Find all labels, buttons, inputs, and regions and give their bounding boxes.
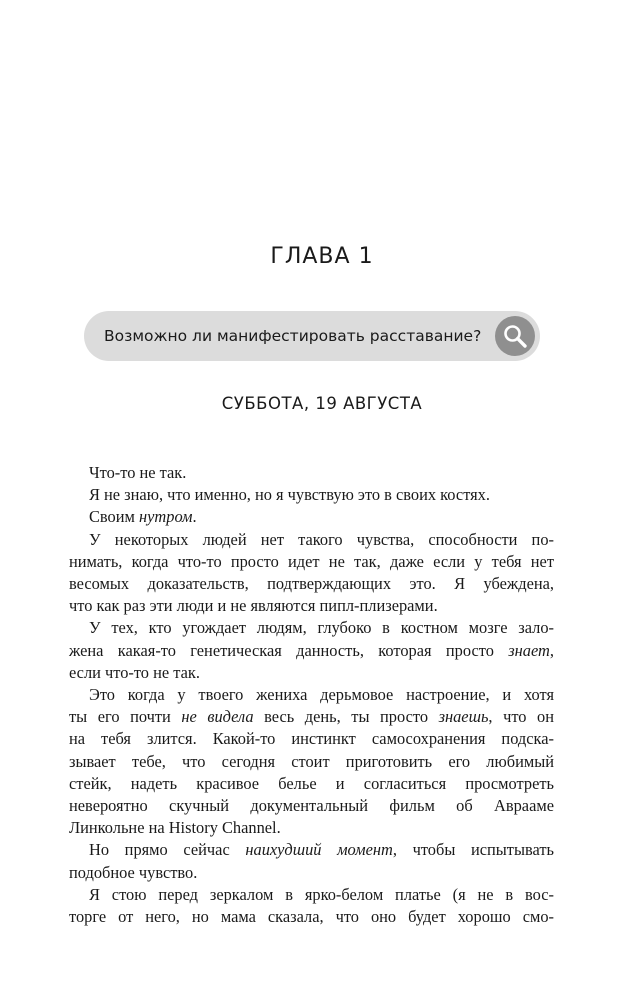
text-span: жена какая-то генетическая данность, которая просто	[69, 640, 509, 660]
text-line: Что-то не так.	[89, 463, 187, 482]
text-line: невероятно скучный документальный фильм об Аврааме	[69, 796, 554, 816]
text-line: на тебя злится. Какой-то инстинкт самосохранения подска-	[69, 729, 554, 749]
paragraph	[69, 462, 554, 484]
italic-span: знаешь	[438, 707, 489, 727]
text-line: зывает тебе, что сегодня стоит приготовить его любимый	[69, 751, 554, 771]
text-line	[69, 839, 554, 861]
text-line: стейк, надеть красивое белье и согласиться просмотреть	[69, 773, 554, 793]
text-line	[69, 506, 554, 528]
text-line: нимать, когда что-то просто идет не так, даже если у тебя нет	[69, 551, 554, 571]
italic-span: наихудший момент	[245, 840, 393, 860]
paragraph	[69, 839, 554, 883]
text-line: весомых доказательств, подтверждающих это. Я убеждена,	[69, 574, 554, 594]
italic-span: нутром	[139, 507, 193, 527]
paragraph	[69, 529, 554, 618]
text-line	[69, 640, 554, 662]
chapter-title: ГЛАВА 1	[270, 244, 374, 269]
text-line: У некоторых людей нет такого чувства, способности по-	[89, 529, 554, 549]
text-span: ты его почти	[69, 707, 182, 727]
search-bar[interactable]	[84, 311, 540, 361]
italic-span: не видела	[181, 707, 254, 727]
text-span: .	[192, 507, 197, 527]
body-text	[69, 462, 554, 928]
text-line: Я стою перед зеркалом в ярко-белом платье (я не в вос-	[89, 884, 554, 904]
text-line: что как раз эти люди и не являются пипл-плизерами.	[69, 596, 438, 616]
paragraph	[69, 684, 554, 839]
text-span: , чтобы испытывать	[392, 840, 554, 860]
paragraph	[69, 484, 554, 506]
text-span: ,	[549, 640, 554, 660]
date-heading: СУББОТА, 19 АВГУСТА	[221, 394, 423, 413]
search-query-text: Возможно ли манифестировать расставание?	[104, 327, 482, 345]
text-line: если что-то не так.	[69, 662, 200, 682]
paragraph	[69, 506, 554, 528]
search-button[interactable]	[495, 316, 535, 356]
text-line: У тех, кто угождает людям, глубоко в костном мозге зало-	[89, 618, 554, 638]
text-span: , что он	[488, 707, 554, 727]
italic-span: знает	[508, 640, 550, 660]
text-line: Это когда у твоего жениха дерьмовое настроение, и хотя	[89, 685, 554, 705]
text-span: Своим	[89, 507, 139, 527]
text-line	[69, 706, 554, 728]
search-icon	[502, 323, 528, 349]
text-span: весь день, ты просто	[253, 707, 439, 727]
text-line: Линкольне на History Channel.	[69, 818, 281, 838]
paragraph	[69, 884, 554, 928]
text-line: торге от него, но мама сказала, что оно будет хорошо смо-	[69, 907, 554, 927]
text-line: подобное чувство.	[69, 862, 198, 882]
paragraph	[69, 617, 554, 684]
text-line: Я не знаю, что именно, но я чувствую это в своих костях.	[89, 485, 490, 505]
text-span: Но прямо сейчас	[89, 840, 246, 860]
